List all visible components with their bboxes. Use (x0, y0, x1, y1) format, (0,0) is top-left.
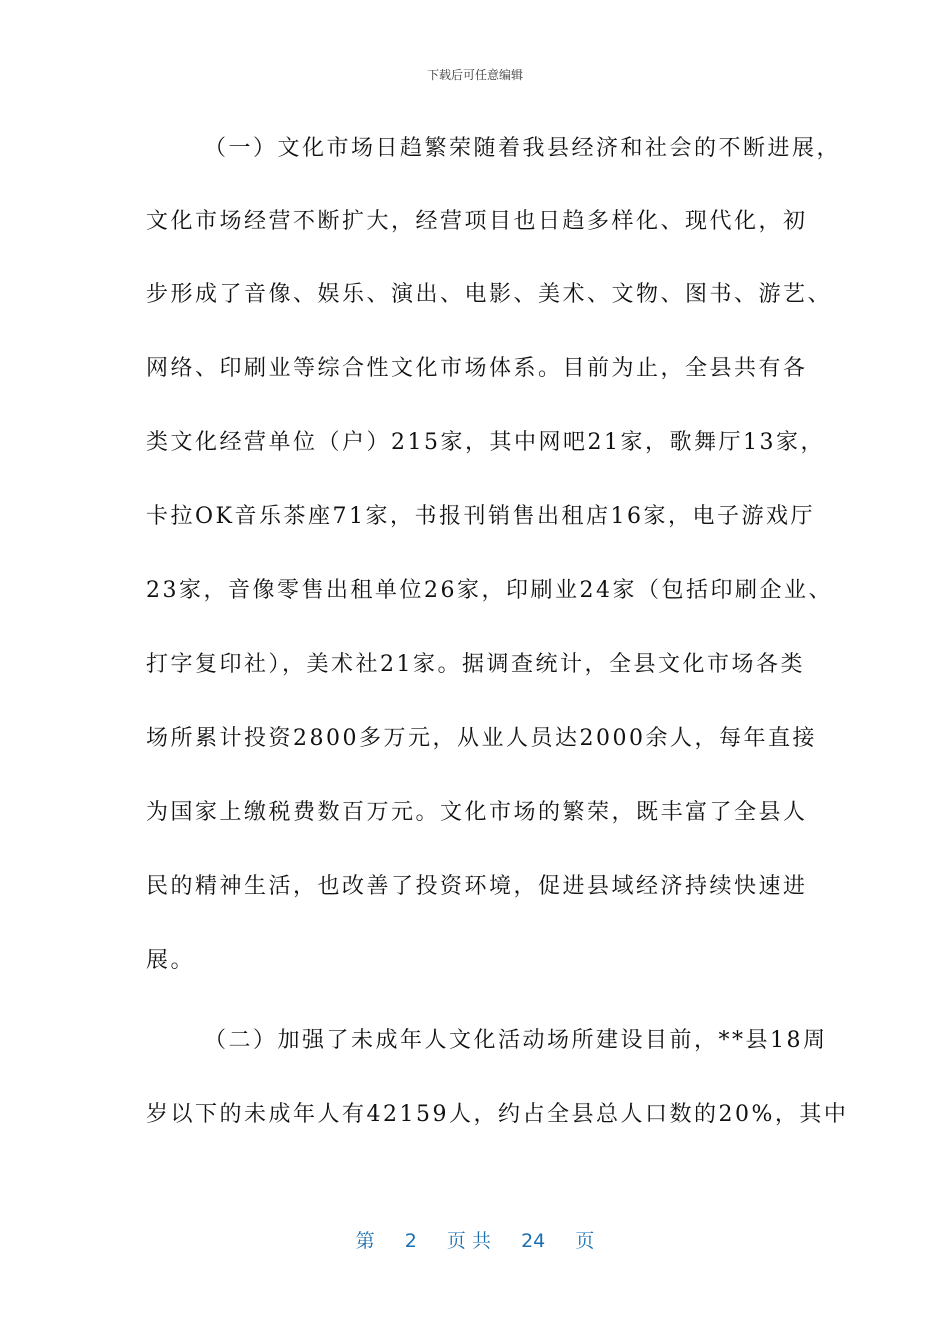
text-line: 展。 (146, 948, 196, 973)
header-note: 下载后可任意编辑 (426, 68, 523, 82)
text-line: 场所累计投资2800多万元，从业人员达2000余人，每年直接 (146, 726, 817, 751)
page-footer (0, 1226, 950, 1253)
footer-label-end: 页 (575, 1230, 595, 1252)
text-line: 23家，音像零售出租单位26家，印刷业24家（包括印刷企业、 (146, 578, 833, 603)
total-pages-number: 24 (521, 1230, 546, 1252)
text-line: 卡拉OK音乐茶座71家，书报刊销售出租店16家，电子游戏厅 (146, 504, 815, 529)
text-line: 步形成了音像、娱乐、演出、电影、美术、文物、图书、游艺、 (146, 282, 833, 307)
text-line: 类文化经营单位（户）215家，其中网吧21家，歌舞厅13家， (146, 430, 825, 455)
footer-label-page: 第 (355, 1230, 375, 1252)
text-line: 打字复印社），美术社21家。据调查统计，全县文化市场各类 (146, 652, 805, 677)
text-line: 民的精神生活，也改善了投资环境，促进县域经济持续快速进 (146, 874, 808, 899)
text-line: 岁以下的未成年人有42159人，约占全县总人口数的20%，其中 (146, 1102, 849, 1127)
text-line: 为国家上缴税费数百万元。文化市场的繁荣，既丰富了全县人 (146, 800, 808, 825)
text-line: 文化市场经营不断扩大，经营项目也日趋多样化、现代化，初 (146, 209, 808, 234)
text-line: （二）加强了未成年人文化活动场所建设目前，**县18周 (204, 1028, 828, 1053)
current-page-number: 2 (404, 1230, 417, 1252)
text-line: （一）文化市场日趋繁荣随着我县经济和社会的不断进展， (204, 136, 842, 161)
text-line: 网络、印刷业等综合性文化市场体系。目前为止，全县共有各 (146, 356, 808, 381)
footer-label-total: 页 共 (446, 1230, 491, 1252)
